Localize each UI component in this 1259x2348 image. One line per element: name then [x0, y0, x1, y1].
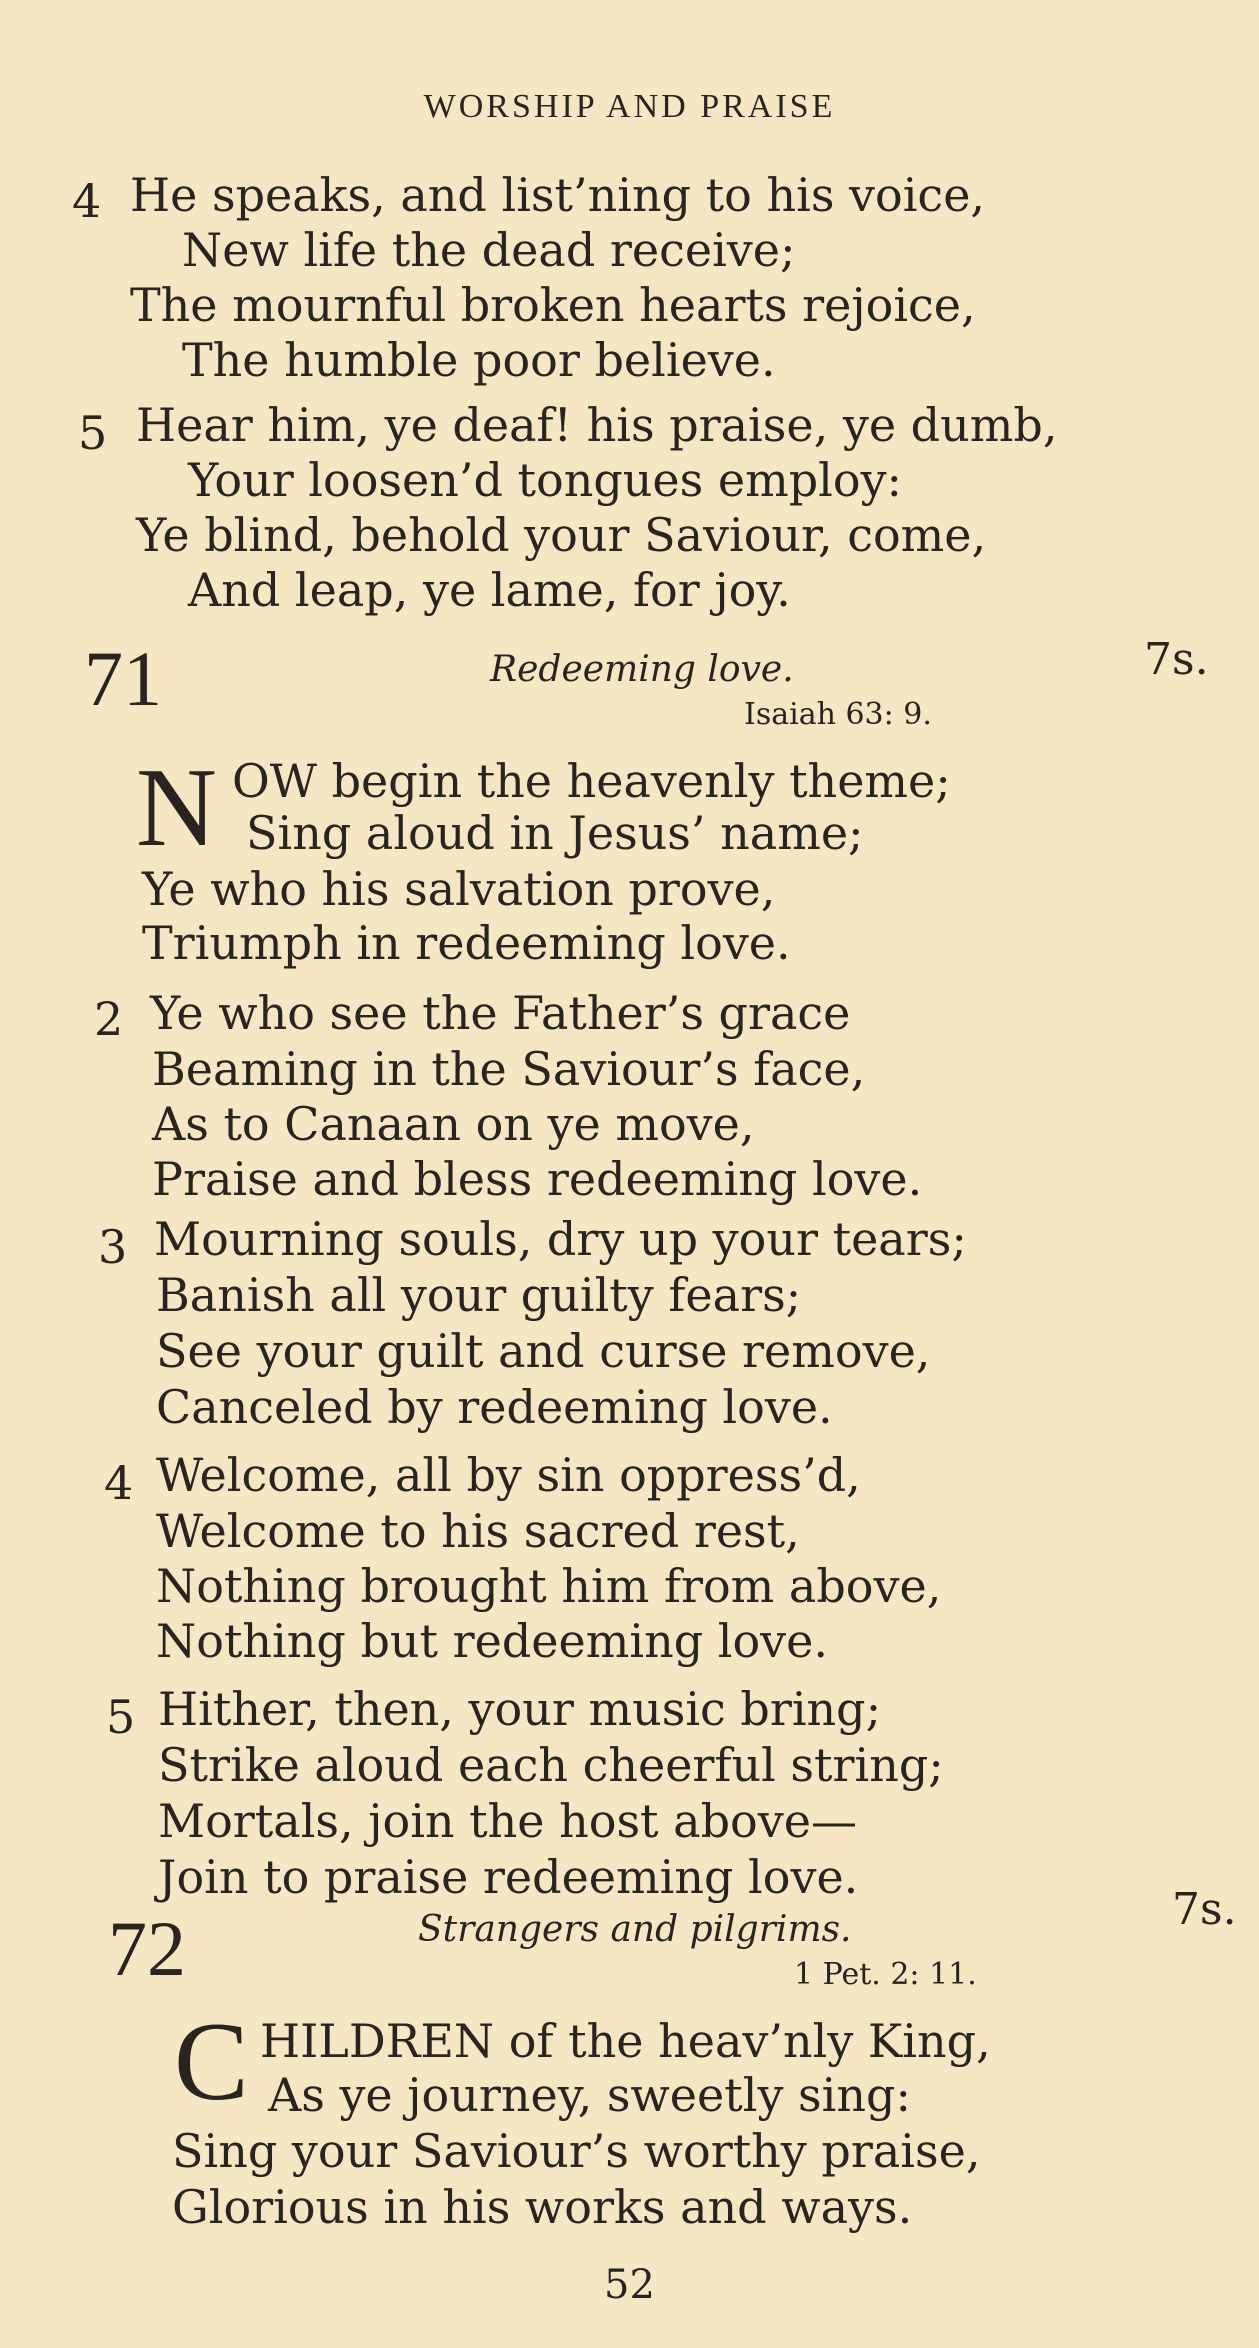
verse-number: 5	[106, 1690, 136, 1744]
verse-line: As ye journey, sweetly sing:	[268, 2068, 911, 2122]
verse-line: Glorious in his works and ways.	[172, 2180, 913, 2234]
verse-number: 4	[104, 1456, 134, 1510]
verse-line: Triumph in redeeming love.	[142, 916, 791, 970]
scripture-reference: 1 Pet. 2: 11.	[794, 1957, 977, 1992]
verse-line: Beaming in the Saviour’s face,	[152, 1042, 866, 1096]
verse-line: The humble poor believe.	[182, 333, 776, 387]
hymn-number: 72	[108, 1905, 186, 1992]
verse-line: Strike aloud each cheerful string;	[158, 1738, 944, 1792]
hymn-number: 71	[84, 635, 162, 722]
verse-line: Praise and bless redeeming love.	[152, 1152, 923, 1206]
verse-line: Sing your Saviour’s worthy praise,	[172, 2124, 981, 2178]
verse-line: The mournful broken hearts rejoice,	[130, 278, 976, 332]
verse-line: Welcome to his sacred rest,	[156, 1504, 800, 1558]
verse-line: As to Canaan on ye move,	[152, 1097, 755, 1151]
verse-line: Ye blind, behold your Saviour, come,	[136, 508, 987, 562]
meter-label: 7s.	[1144, 634, 1209, 685]
drop-cap: N	[136, 746, 217, 870]
verse-line: Ye who his salvation prove,	[142, 862, 776, 916]
verse-line: Join to praise redeeming love.	[158, 1850, 859, 1904]
verse-line: New life the dead receive;	[182, 223, 796, 277]
verse-line: Mourning souls, dry up your tears;	[154, 1212, 967, 1266]
verse-line: Sing aloud in Jesus’ name;	[246, 806, 864, 860]
verse-line: OW begin the heavenly theme;	[232, 754, 951, 808]
verse-line: Welcome, all by sin oppress’d,	[156, 1448, 861, 1502]
verse-number: 2	[94, 992, 124, 1046]
verse-line: He speaks, and list’ning to his voice,	[130, 168, 986, 222]
verse-line: And leap, ye lame, for joy.	[188, 563, 791, 617]
verse-line: Mortals, join the host above—	[158, 1794, 857, 1848]
running-head: WORSHIP AND PRAISE	[423, 88, 836, 125]
verse-number: 4	[72, 174, 102, 228]
verse-line: Your loosen’d tongues employ:	[188, 453, 903, 507]
hymn-title: Redeeming love.	[490, 649, 794, 690]
verse-line: Hear him, ye deaf! his praise, ye dumb,	[136, 398, 1058, 452]
verse-line: Ye who see the Father’s grace	[150, 986, 851, 1040]
meter-label: 7s.	[1172, 1884, 1237, 1935]
verse-line: Nothing brought him from above,	[156, 1559, 942, 1613]
verse-line: Canceled by redeeming love.	[156, 1380, 833, 1434]
verse-number: 5	[78, 406, 108, 460]
verse-line: See your guilt and curse remove,	[156, 1324, 931, 1378]
verse-line: Nothing but redeeming love.	[156, 1614, 829, 1668]
drop-cap: C	[174, 2000, 249, 2124]
page-number: 52	[604, 2262, 655, 2308]
verse-line: Hither, then, your music bring;	[158, 1682, 882, 1736]
verse-line: Banish all your guilty fears;	[156, 1268, 802, 1322]
verse-number: 3	[98, 1220, 128, 1274]
verse-line: HILDREN of the heav’nly King,	[260, 2014, 991, 2068]
hymn-title: Strangers and pilgrims.	[418, 1909, 852, 1950]
scripture-reference: Isaiah 63: 9.	[744, 697, 932, 732]
